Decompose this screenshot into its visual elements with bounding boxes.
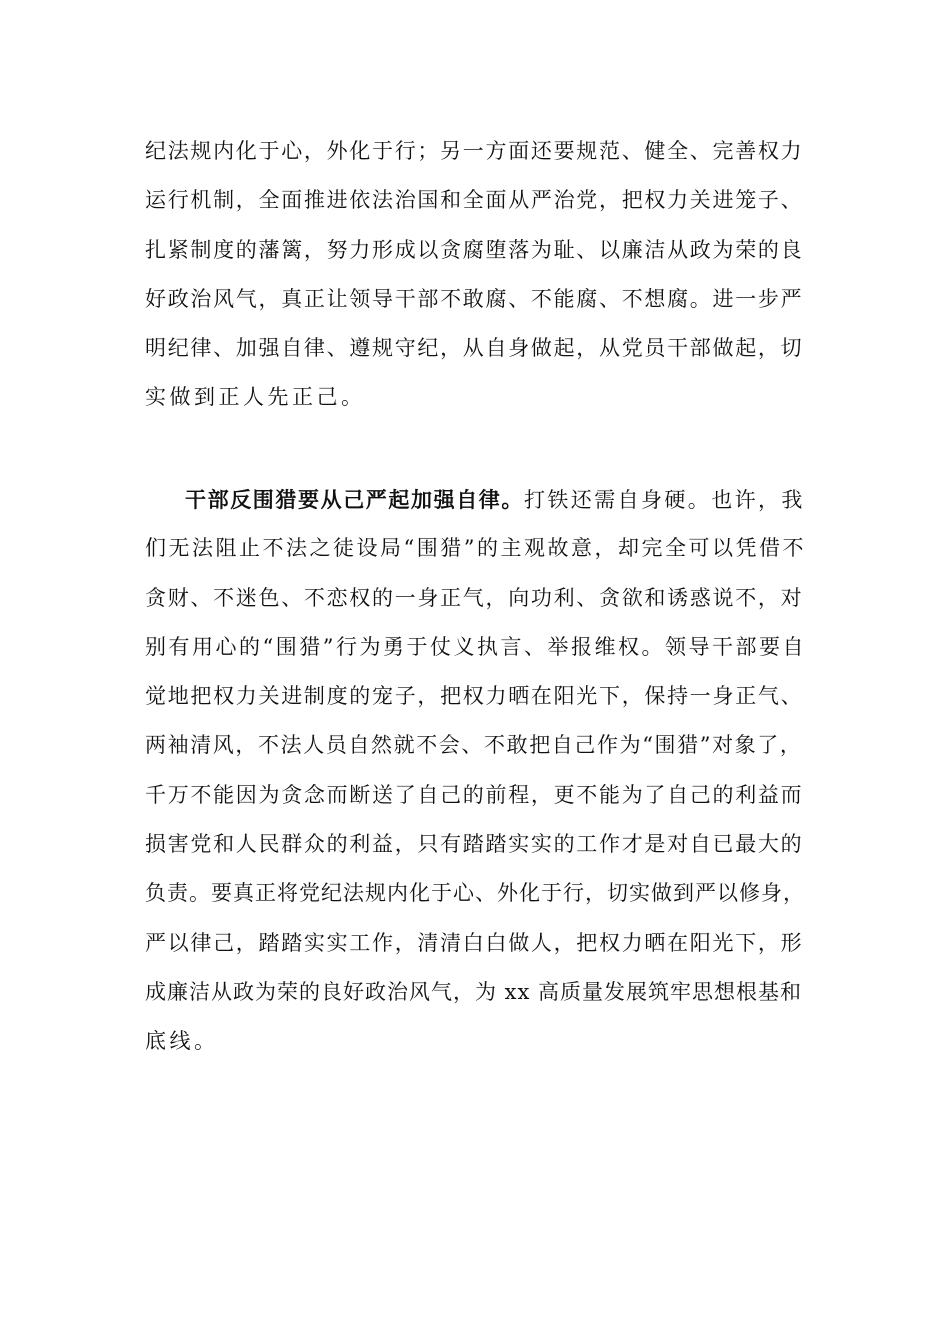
paragraph-heading: 干部反围猎要从己严起加强自律。 — [185, 487, 524, 512]
paragraph-2 — [145, 475, 807, 1067]
paragraph-line: 明纪律、加强自律、遵规守纪，从自身做起，从党员干部做起，切 — [145, 336, 804, 361]
paragraph-first-line — [145, 475, 807, 524]
paragraph-line: 严以律己，踏踏实实工作，清清白白做人，把权力晒在阳光下，形 — [145, 930, 804, 955]
paragraph-line: 损害党和人民群众的利益，只有踏踏实实的工作才是对自已最大的 — [145, 832, 804, 857]
paragraph-line: 好政治风气，真正让领导干部不敢腐、不能腐、不想腐。进一步严 — [145, 286, 804, 311]
paragraph-line: 成廉洁从政为荣的良好政治风气，为 xx 高质量发展筑牢思想根基和 — [145, 979, 803, 1004]
paragraph-1 — [145, 127, 807, 423]
paragraph-line: 底线。 — [145, 1029, 219, 1054]
paragraph-line: 实做到正人先正己。 — [145, 385, 366, 410]
paragraph-heading-rest: 打铁还需自身硬。也许，我 — [524, 488, 805, 512]
paragraph-line: 觉地把权力关进制度的宠子，把权力晒在阳光下，保持一身正气、 — [145, 684, 804, 709]
paragraph-line: 两袖清风，不法人员自然就不会、不敢把自己作为“围猎”对象了， — [145, 733, 803, 758]
paragraph-line: 纪法规内化于心，外化于行；另一方面还要规范、健全、完善权力 — [145, 139, 804, 163]
paragraph-line: 负责。要真正将党纪法规内化于心、外化于行，切实做到严以修身， — [145, 881, 805, 906]
paragraph-line: 扎紧制度的藩篱，努力形成以贪腐堕落为耻、以廉洁从政为荣的良 — [145, 237, 804, 262]
paragraph-line: 别有用心的“围猎”行为勇于仗义执言、举报维权。领导干部要自 — [145, 634, 806, 659]
paragraph-line: 运行机制，全面推进依法治国和全面从严治党，把权力关进笼子、 — [145, 188, 804, 213]
paragraph-line: 们无法阻止不法之徒设局“围猎”的主观故意，却完全可以凭借不 — [145, 536, 806, 561]
paragraph-line: 贪财、不迷色、不恋权的一身正气，向功利、贪欲和诱惑说不，对 — [145, 585, 804, 610]
paragraph-line: 千万不能因为贪念而断送了自己的前程，更不能为了自己的利益而 — [145, 782, 804, 807]
